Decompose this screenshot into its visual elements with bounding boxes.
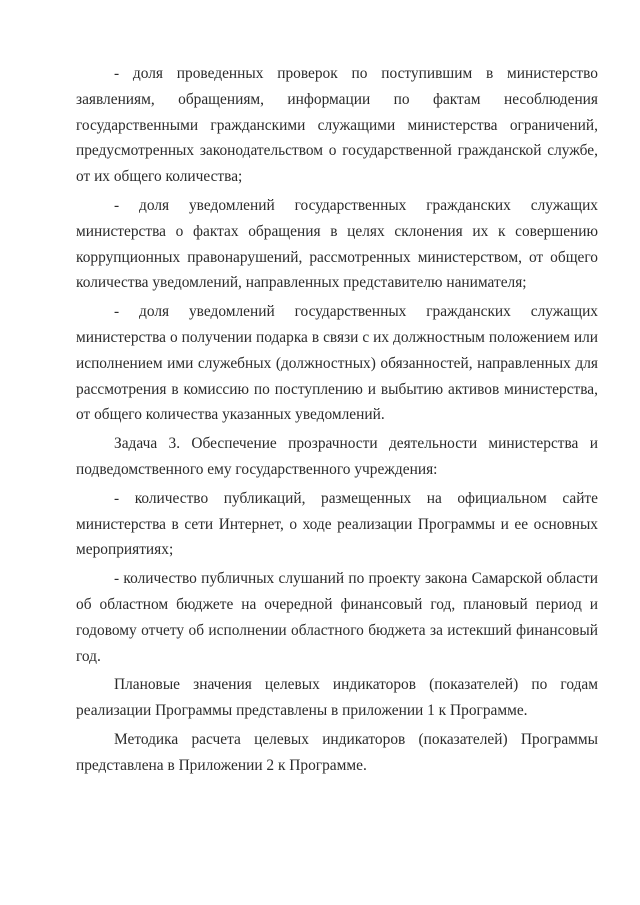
document-body: [76, 61, 598, 779]
paragraph-share-inspections: - доля проведенных проверок по поступившим в министерство заявлениям, обращениям, информации по фактам несоблюдения государственными гражданскими служащими министерства ограничений, предусмотренных законодательством о государственной гражданской службе, от их общего количества;: [76, 65, 598, 186]
paragraph-planned-values: Плановые значения целевых индикаторов (показателей) по годам реализации Программы представлены в приложении 1 к Программе.: [76, 676, 598, 720]
paragraph-publications-count: - количество публикаций, размещенных на официальном сайте министерства в сети Интернет, о ходе реализации Программы и ее основных мероприятиях;: [76, 489, 598, 559]
paragraph-methodology: Методика расчета целевых индикаторов (показателей) Программы представлена в Приложении 2 к Программе.: [76, 730, 598, 774]
paragraph-public-hearings-count: - количество публичных слушаний по проекту закона Самарской области об областном бюджете на очередной финансовый год, плановый период и годовому отчету об исполнении областного бюджета за истекший финансовый год.: [76, 570, 598, 665]
paragraph-share-corruption-notices: - доля уведомлений государственных гражданских служащих министерства о фактах обращения в целях склонения их к совершению коррупционных правонарушений, рассмотренных министерством, от общего количества уведомлений, направленных представителю нанимателя;: [76, 196, 598, 292]
paragraph-share-gift-notices: - доля уведомлений государственных гражданских служащих министерства о получении подарка в связи с их должностным положением или исполнением ими служебных (должностных) обязанностей, направленных для рассмотрения в комиссию по поступлению и выбытию активов министерства, от общего количества указанных уведомлений.: [76, 303, 598, 424]
paragraph-task-3: Задача 3. Обеспечение прозрачности деятельности министерства и подведомственного ему государственного учреждения:: [76, 435, 598, 478]
